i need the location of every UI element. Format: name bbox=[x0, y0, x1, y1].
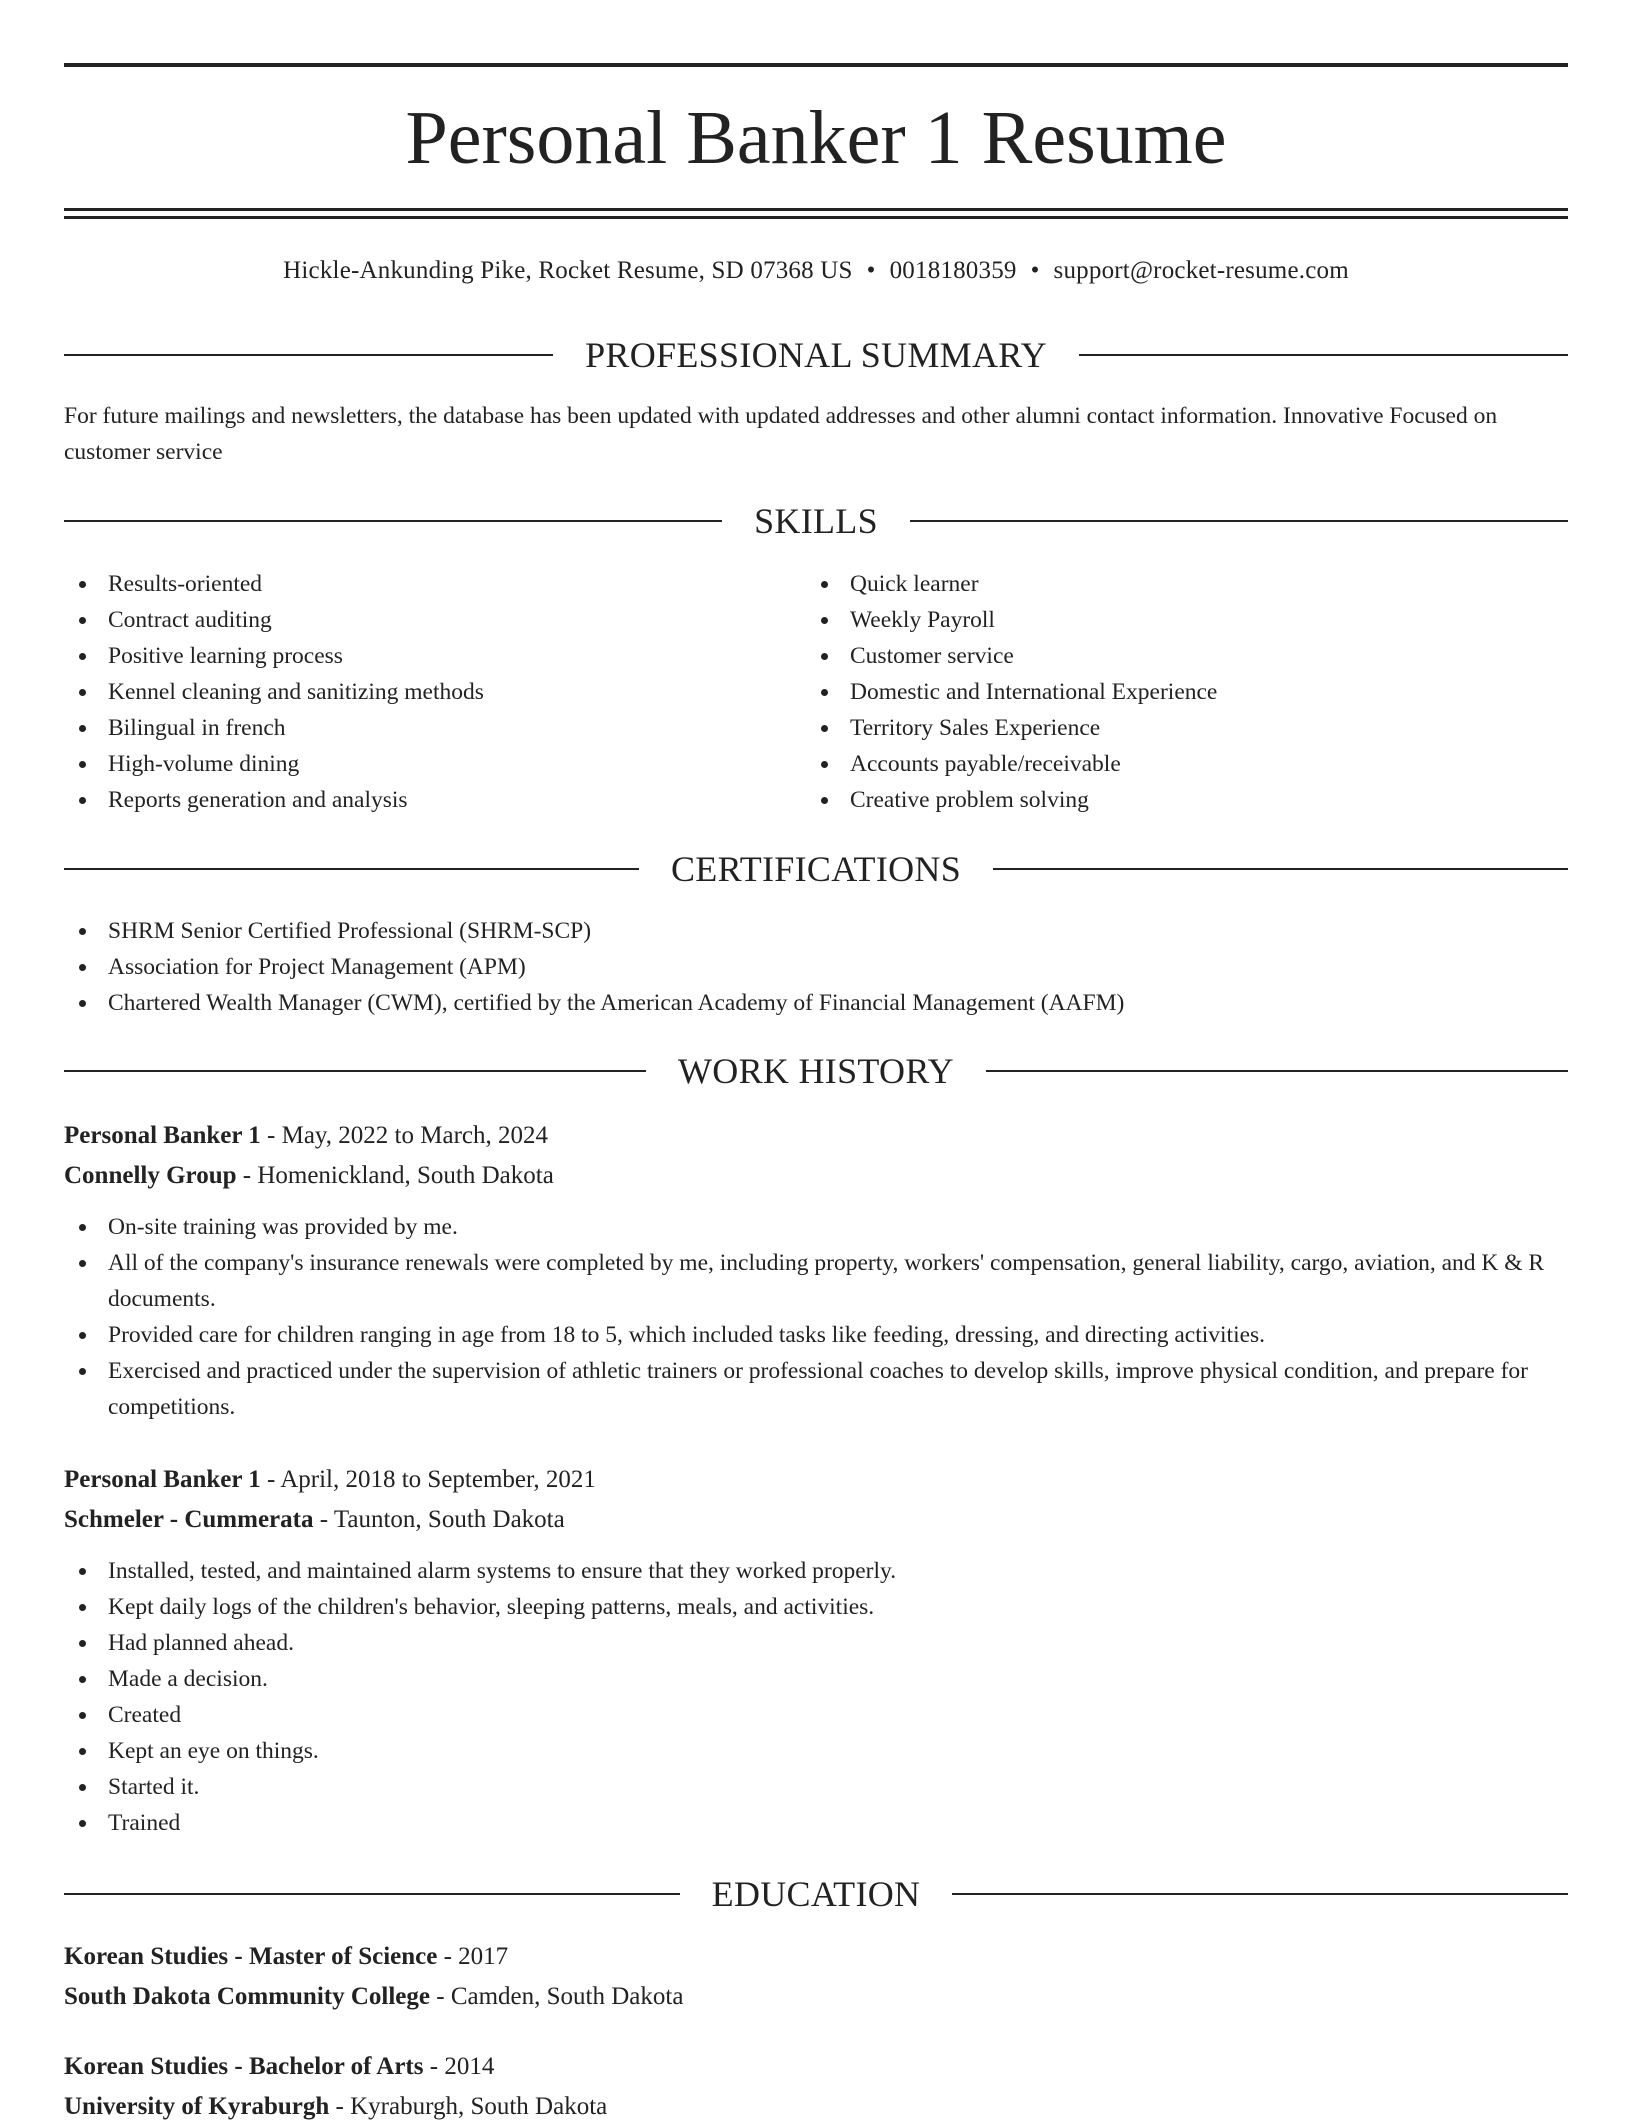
job-duty-item: All of the company's insurance renewals were completed by me, including property, workers' compensation, general liability, cargo, aviation, and K & R documents. bbox=[64, 1245, 1568, 1317]
heading-rule bbox=[1079, 354, 1568, 356]
skill-item: Customer service bbox=[806, 638, 1506, 674]
skill-item: Accounts payable/receivable bbox=[806, 746, 1506, 782]
job-title-line bbox=[64, 1118, 1568, 1154]
heading-rule bbox=[64, 354, 553, 356]
job-duty-item: Kept an eye on things. bbox=[64, 1733, 1568, 1769]
section-title: CERTIFICATIONS bbox=[670, 849, 962, 889]
education-school-line bbox=[64, 2089, 1568, 2125]
section-title: WORK HISTORY bbox=[678, 1051, 954, 1091]
top-rule bbox=[64, 63, 1568, 67]
heading-rule bbox=[64, 520, 722, 522]
education-degree: Korean Studies - Master of Science bbox=[64, 1943, 438, 1970]
job-duty-item: Provided care for children ranging in age from 18 to 5, which included tasks like feeding, dressing, and directing activities. bbox=[64, 1317, 1568, 1353]
skill-item: Bilingual in french bbox=[64, 710, 764, 746]
skill-item: Results-oriented bbox=[64, 566, 764, 602]
heading-rule bbox=[64, 868, 639, 870]
job-company-line bbox=[64, 1158, 1568, 1194]
skill-item: Positive learning process bbox=[64, 638, 764, 674]
section-title: EDUCATION bbox=[711, 1874, 921, 1914]
skill-item: Contract auditing bbox=[64, 602, 764, 638]
skill-item: Weekly Payroll bbox=[806, 602, 1506, 638]
skills-column-left bbox=[64, 566, 764, 818]
job-location: - Homenickland, South Dakota bbox=[236, 1162, 554, 1189]
resume-title: Personal Banker 1 Resume bbox=[405, 96, 1227, 180]
job-title: Personal Banker 1 bbox=[64, 1466, 261, 1493]
skill-item: Domestic and International Experience bbox=[806, 674, 1506, 710]
education-location: - Camden, South Dakota bbox=[430, 1983, 684, 2010]
job-duty-item: Kept daily logs of the children's behavior, sleeping patterns, meals, and activities. bbox=[64, 1589, 1568, 1625]
heading-rule bbox=[986, 1070, 1568, 1072]
job-duty-item: Made a decision. bbox=[64, 1661, 1568, 1697]
contact-address: Hickle-Ankunding Pike, Rocket Resume, SD 07368 US bbox=[283, 257, 853, 284]
section-title: PROFESSIONAL SUMMARY bbox=[585, 335, 1047, 375]
certification-item: Chartered Wealth Manager (CWM), certified by the American Academy of Financial Management (AAFM) bbox=[64, 985, 1568, 1021]
heading-rule bbox=[952, 1893, 1568, 1895]
job-duties-list bbox=[64, 1209, 1568, 1425]
job-duty-item: Trained bbox=[64, 1805, 1568, 1841]
certifications-list bbox=[64, 913, 1568, 1021]
education-degree-line bbox=[64, 1939, 1568, 1975]
job-duty-item: Installed, tested, and maintained alarm systems to ensure that they worked properly. bbox=[64, 1553, 1568, 1589]
section-title: SKILLS bbox=[754, 501, 878, 541]
section-heading-education bbox=[64, 1872, 1568, 1916]
education-year: - 2017 bbox=[437, 1943, 509, 1970]
contact-line bbox=[64, 254, 1568, 288]
education-school: University of Kyraburgh bbox=[64, 2093, 330, 2120]
job-company-line bbox=[64, 1502, 1568, 1538]
heading-rule bbox=[910, 520, 1568, 522]
job-title: Personal Banker 1 bbox=[64, 1122, 261, 1149]
job-duty-item: On-site training was provided by me. bbox=[64, 1209, 1568, 1245]
title-double-rule-upper bbox=[64, 208, 1568, 211]
skill-item: Creative problem solving bbox=[806, 782, 1506, 818]
section-heading-certifications bbox=[64, 847, 1568, 891]
job-company: Schmeler - Cummerata bbox=[64, 1506, 314, 1533]
job-duty-item: Started it. bbox=[64, 1769, 1568, 1805]
job-dates: - April, 2018 to September, 2021 bbox=[260, 1466, 596, 1493]
education-school: South Dakota Community College bbox=[64, 1983, 430, 2010]
education-degree-line bbox=[64, 2049, 1568, 2085]
contact-phone: 0018180359 bbox=[889, 257, 1017, 284]
heading-rule bbox=[993, 868, 1568, 870]
summary-text: For future mailings and newsletters, the database has been updated with updated addresses and other alumni contact information. Innovative Focused on customer service bbox=[64, 403, 1498, 465]
section-heading-summary bbox=[64, 333, 1568, 377]
title-double-rule-lower bbox=[64, 216, 1568, 219]
heading-rule bbox=[64, 1070, 646, 1072]
education-location: - Kyraburgh, South Dakota bbox=[329, 2093, 608, 2120]
job-duty-item: Created bbox=[64, 1697, 1568, 1733]
skill-item: High-volume dining bbox=[64, 746, 764, 782]
skill-item: Reports generation and analysis bbox=[64, 782, 764, 818]
skill-item: Kennel cleaning and sanitizing methods bbox=[64, 674, 764, 710]
education-year: - 2014 bbox=[423, 2053, 495, 2080]
job-duties-list bbox=[64, 1553, 1568, 1841]
skill-item: Quick learner bbox=[806, 566, 1506, 602]
certification-item: SHRM Senior Certified Professional (SHRM-SCP) bbox=[64, 913, 1568, 949]
skills-column-right bbox=[806, 566, 1506, 818]
section-heading-work-history bbox=[64, 1049, 1568, 1093]
job-duty-item: Exercised and practiced under the supervision of athletic trainers or professional coaches to develop skills, improve physical condition, and prepare for competitions. bbox=[64, 1353, 1568, 1425]
education-degree: Korean Studies - Bachelor of Arts bbox=[64, 2053, 424, 2080]
job-duty-item: Had planned ahead. bbox=[64, 1625, 1568, 1661]
skill-item: Territory Sales Experience bbox=[806, 710, 1506, 746]
contact-email[interactable]: support@rocket-resume.com bbox=[1053, 257, 1349, 284]
job-dates: - May, 2022 to March, 2024 bbox=[260, 1122, 548, 1149]
job-company: Connelly Group bbox=[64, 1162, 237, 1189]
job-title-line bbox=[64, 1462, 1568, 1498]
heading-rule bbox=[64, 1893, 680, 1895]
certification-item: Association for Project Management (APM) bbox=[64, 949, 1568, 985]
contact-separator: • bbox=[1030, 257, 1040, 284]
contact-separator: • bbox=[866, 257, 876, 284]
education-school-line bbox=[64, 1979, 1568, 2015]
job-location: - Taunton, South Dakota bbox=[313, 1506, 565, 1533]
section-heading-skills bbox=[64, 499, 1568, 543]
